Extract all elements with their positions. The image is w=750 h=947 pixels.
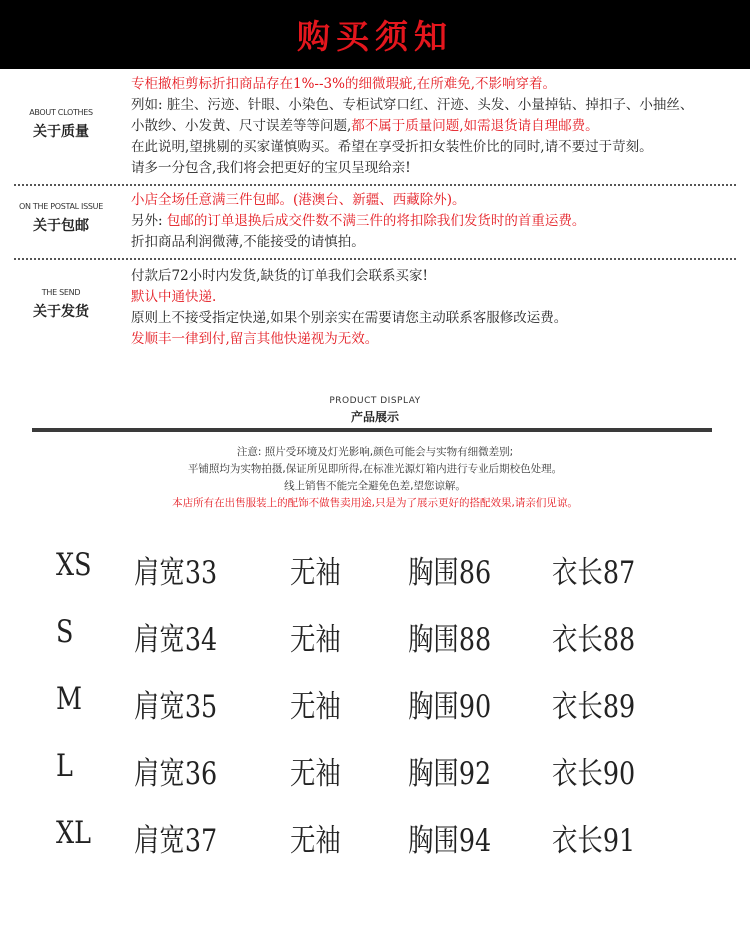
disclaimer-line: 平铺照均为实物拍摄,保证所见即所得,在标准光源灯箱内进行专业后期校色处理。 [187,463,563,475]
sleeve-type: 无袖 [290,622,341,658]
bust: 胸围90 [408,689,492,725]
size-row-xs [0,537,750,604]
section-label-zh: 关于包邮 [33,218,89,234]
notice-line [131,266,744,287]
notice-text: 原则上不接受指定快递,如果个别亲实在需要请您主动联系客服修改运费。 [131,310,568,326]
notice-line [131,232,744,253]
notice-line [131,190,744,211]
section-quality [0,74,750,180]
size-table [0,537,750,872]
shoulder-width: 肩宽36 [134,756,218,792]
shoulder-width: 肩宽34 [134,622,218,658]
banner-title: 购买须知 [297,17,453,56]
notice-line [131,116,744,137]
notice-line [131,74,744,95]
shoulder-width: 肩宽33 [134,555,218,591]
sleeve-type: 无袖 [290,555,341,591]
notice-text-highlight: 小店全场任意满三件包邮。(港澳台、新疆、西藏除外)。 [131,192,466,208]
notice-text: 列如: 脏尘、污迹、针眼、小染色、专柜试穿口红、汗迹、头发、小量掉钻、掉扣子、小抽丝、 [131,97,694,113]
section-body [131,190,744,253]
bust: 胸围94 [408,823,492,859]
notice-text-highlight: 包邮的订单退换后成交件数不满三件的将扣除我们发货时的首重运费。 [166,213,586,229]
notice-text-highlight: 默认中通快递. [131,289,217,305]
sleeve-type: 无袖 [290,689,341,725]
garment-length: 衣长88 [552,622,636,658]
section-label-en: ABOUT CLOTHES [29,108,93,117]
section-rule [32,428,712,432]
section-body [131,266,744,350]
size-row-s [0,604,750,671]
product-display-heading-en: PRODUCT DISPLAY [329,396,421,406]
notice-line [131,95,744,116]
section-label-zh: 关于发货 [33,304,89,320]
sleeve-type: 无袖 [290,823,341,859]
section-delivery [0,266,750,352]
notice-text: 折扣商品利润微薄,不能接受的请慎拍。 [131,234,365,250]
photo-disclaimer [0,444,750,512]
garment-length: 衣长91 [552,823,636,859]
section-label-en: THE SEND [41,288,81,297]
dotted-divider [14,184,736,186]
size-label: XS [56,547,92,583]
shoulder-width: 肩宽35 [134,689,218,725]
notice-line [131,211,744,232]
notice-text: 小散纱、小发黄、尺寸误差等等问题, [131,118,352,134]
size-row-l [0,738,750,805]
notice-line [131,329,744,350]
size-label: XL [56,815,91,851]
dotted-divider [14,258,736,260]
bust: 胸围92 [408,756,492,792]
section-label [0,108,122,141]
size-row-xl [0,805,750,872]
section-shipping [0,190,750,254]
disclaimer-line: 注意: 照片受环境及灯光影响,颜色可能会与实物有细微差别; [236,446,514,458]
notice-text: 付款后72小时内发货,缺货的订单我们会联系买家! [131,268,428,284]
notice-text: 在此说明,望挑剔的买家谨慎购买。希望在享受折扣女装性价比的同时,请不要过于苛刻。 [131,139,653,155]
notice-text-highlight: 都不属于质量问题,如需退货请自理邮费。 [351,118,599,134]
size-label: L [56,748,73,784]
section-label-zh: 关于质量 [33,124,89,140]
notice-text-highlight: 专柜撤柜剪标折扣商品存在1%--3%的细微瑕疵,在所难免,不影响穿着。 [131,76,557,92]
header-banner [0,0,750,69]
garment-length: 衣长90 [552,756,636,792]
disclaimer-line: 线上销售不能完全避免色差,望您谅解。 [284,480,466,492]
bust: 胸围86 [408,555,492,591]
disclaimer-line-accessories: 本店所有在出售服装上的配饰不做售卖用途,只是为了展示更好的搭配效果,请亲们见谅。 [172,497,578,509]
notice-line [131,287,744,308]
notice-line [131,308,744,329]
size-row-m [0,671,750,738]
section-label [0,202,122,235]
shoulder-width: 肩宽37 [134,823,218,859]
garment-length: 衣长89 [552,689,636,725]
bust: 胸围88 [408,622,492,658]
section-body [131,74,744,179]
notice-text: 另外: [131,213,167,229]
section-label-en: ON THE POSTAL ISSUE [19,202,103,211]
size-label: S [56,614,74,650]
notice-line [131,137,744,158]
notice-line [131,158,744,179]
product-display-heading-zh: 产品展示 [350,410,399,424]
notice-text: 请多一分包含,我们将会把更好的宝贝呈现给亲! [131,160,411,176]
size-label: M [56,681,83,717]
notice-text-highlight: 发顺丰一律到付,留言其他快递视为无效。 [131,331,379,347]
section-label [0,288,122,321]
garment-length: 衣长87 [552,555,636,591]
sleeve-type: 无袖 [290,756,341,792]
